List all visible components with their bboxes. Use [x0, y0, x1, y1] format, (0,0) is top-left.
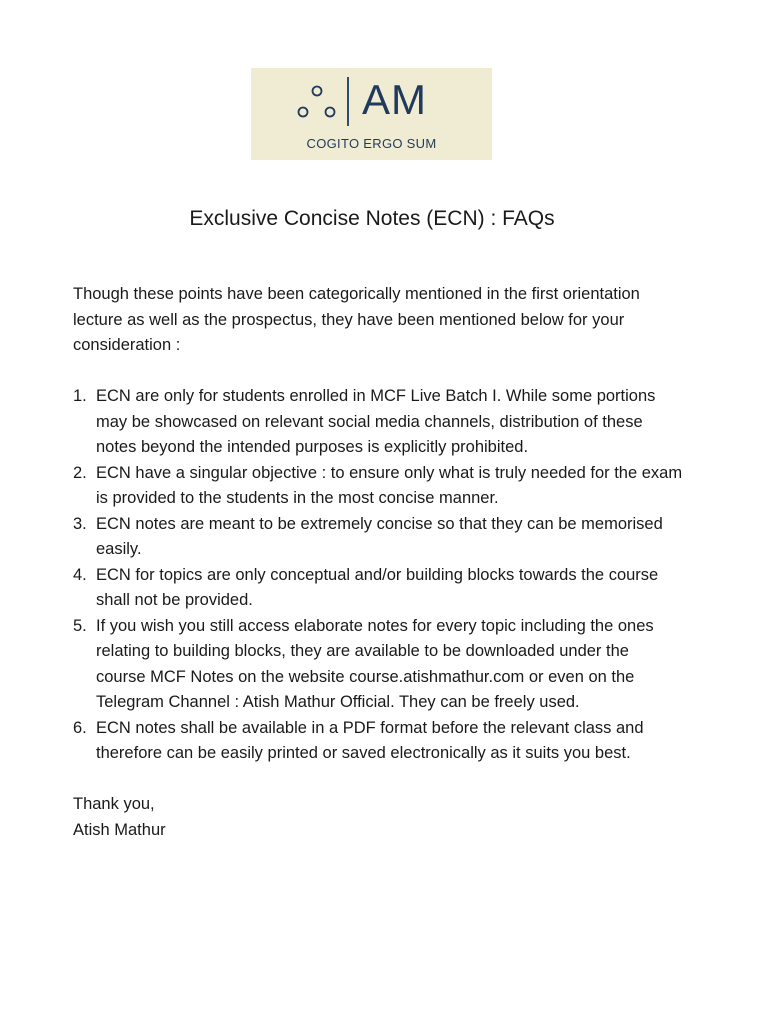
list-item-text: ECN for topics are only conceptual and/or building blocks towards the course shall not be provided. — [96, 565, 659, 609]
list-item-text: ECN are only for students enrolled in MCF Live Batch I. While some portions may be showcased on relevant social media channels, distribution of these notes beyond the intended purposes is explicitly prohibited. — [96, 387, 656, 456]
list-item-text: ECN notes are meant to be extremely concise so that they can be memorised easily. — [96, 514, 663, 558]
faq-list — [73, 384, 683, 767]
intro-paragraph: Though these points have been categorically mentioned in the first orientation lecture as well as the prospectus, they have been mentioned below for your consideration : — [73, 285, 640, 354]
list-item — [73, 716, 683, 767]
list-item-number: 4. — [73, 565, 87, 584]
list-item — [73, 563, 683, 614]
list-item-text: ECN have a singular objective : to ensure only what is truly needed for the exam is provided to the students in the most concise manner. — [96, 463, 683, 507]
list-item — [73, 614, 683, 716]
page-title: Exclusive Concise Notes (ECN) : FAQs — [189, 207, 555, 230]
logo-mark: AM — [362, 76, 427, 123]
closing — [73, 792, 683, 843]
list-item-number: 2. — [73, 463, 87, 482]
signature-name: Atish Mathur — [73, 820, 166, 839]
logo-tagline: COGITO ERGO SUM — [306, 136, 437, 151]
list-item-number: 6. — [73, 718, 87, 737]
list-item — [73, 384, 683, 461]
list-item-number: 3. — [73, 514, 87, 533]
list-item-number: 1. — [73, 387, 87, 405]
document-body — [73, 282, 683, 843]
list-item-text: If you wish you still access elaborate notes for every topic including the ones relating to building blocks, they are available to be downloaded under the course MCF Notes on the website course.atishmathur.com or even on the Telegram Channel : Atish Mathur Official. They can be freely used. — [96, 616, 654, 711]
list-item-number: 5. — [73, 616, 87, 635]
list-item — [73, 461, 683, 512]
list-item-text: ECN notes shall be available in a PDF format before the relevant class and therefore can be easily printed or saved electronically as it suits you best. — [96, 718, 644, 762]
closing-thanks: Thank you, — [73, 795, 155, 813]
list-item — [73, 512, 683, 563]
